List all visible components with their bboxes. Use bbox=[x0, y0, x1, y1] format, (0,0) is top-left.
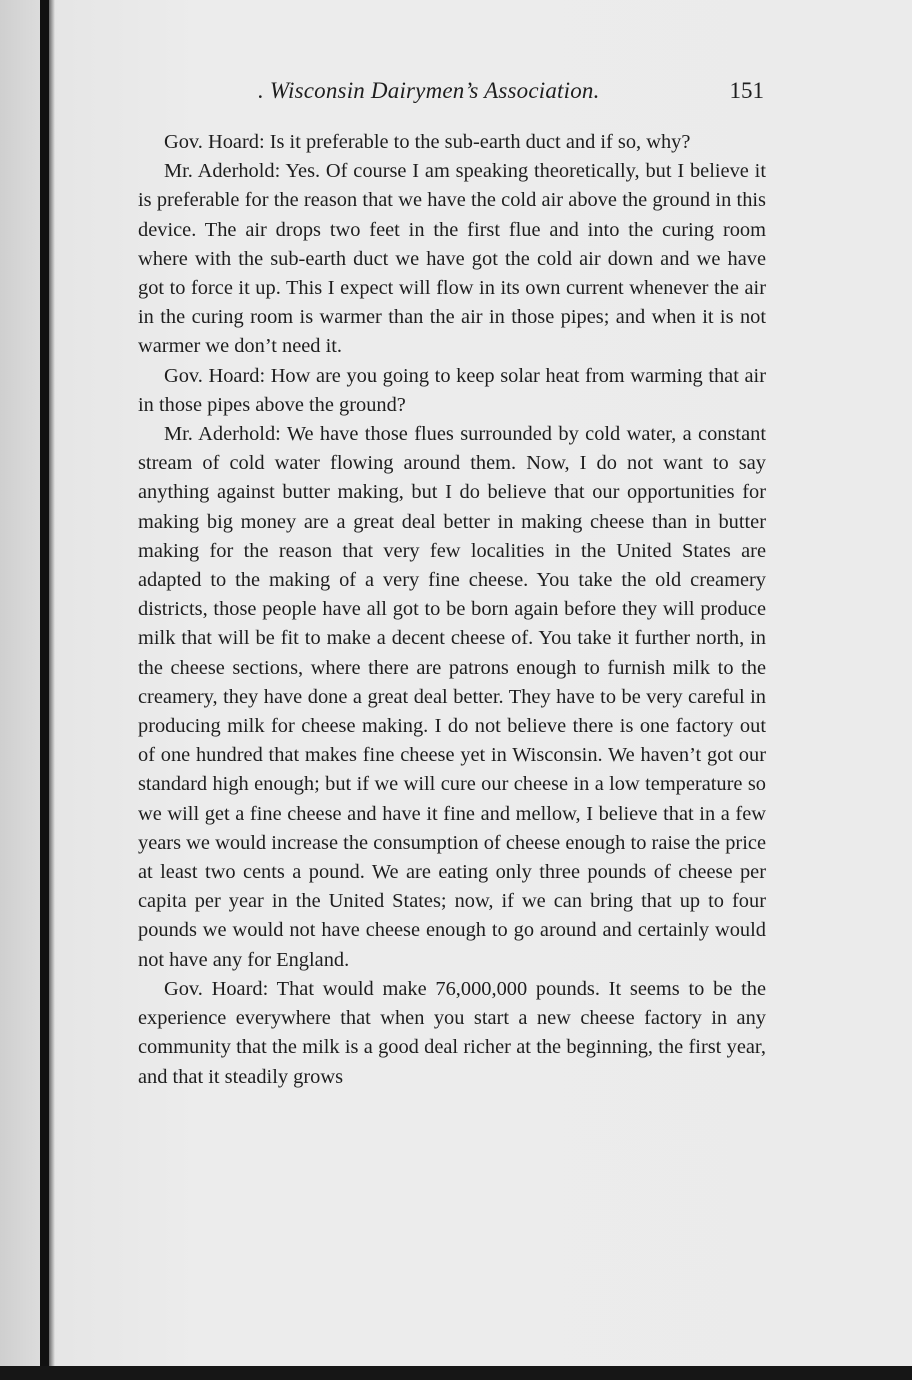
page-number: 151 bbox=[729, 78, 764, 103]
paragraph: Gov. Hoard: How are you going to keep solar heat from warming that air in those pipes above the ground? bbox=[138, 364, 766, 416]
paragraph: Mr. Aderhold: Yes. Of course I am speaking theoretically, but I believe it is preferable for the reason that we have the cold air above the ground in this device. The air drops two feet in the first flue and into the curing room where with the sub-earth duct we have got the cold air down and we have got to force it up. This I expect will flow in its own current whenever the air in the curing room is warmer than the air in those pipes; and when it is not warmer we don’t need it. bbox=[138, 160, 766, 358]
book-spine-shadow bbox=[40, 0, 49, 1380]
paragraph: Gov. Hoard: That would make 76,000,000 pounds. It seems to be the experience everywhere that when you start a new cheese factory in any community that the milk is a good deal richer at the beginning, the first year, and that it steadily grows bbox=[138, 977, 766, 1088]
gutter-shadow bbox=[49, 0, 55, 1380]
scan-bottom-edge bbox=[0, 1366, 912, 1380]
body-text bbox=[138, 128, 766, 1092]
paragraph: Gov. Hoard: Is it preferable to the sub-earth duct and if so, why? bbox=[164, 131, 691, 153]
paragraph: Mr. Aderhold: We have those flues surrounded by cold water, a constant stream of cold water flowing around them. Now, I do not want to say anything against butter making, but I do believe that our opportunities for making big money are a great deal better in making cheese than in butter making for the reason that very few localities in the United States are adapted to the making of a very fine cheese. You take the old creamery districts, those people have all got to be born again before they will produce milk that will be fit to make a decent cheese of. You take it further north, in the cheese sections, where there are patrons enough to furnish milk to the creamery, they have done a great deal better. They have to be very careful in producing milk for cheese making. I do not believe there is one factory out of one hundred that makes fine cheese yet in Wisconsin. We haven’t got our standard high enough; but if we will cure our cheese in a low temperature so we will get a fine cheese and have it fine and mellow, I believe that in a few years we would increase the consumption of cheese enough to raise the price at least two cents a pound. We are eating only three pounds of cheese per capita per year in the United States; now, if we can bring that up to four pounds we would not have cheese enough to go around and certainly would not have any for England. bbox=[138, 423, 766, 971]
running-header bbox=[140, 78, 768, 112]
facing-page-edge bbox=[0, 0, 40, 1380]
running-title: . Wisconsin Dairymen’s Association. bbox=[258, 78, 600, 103]
